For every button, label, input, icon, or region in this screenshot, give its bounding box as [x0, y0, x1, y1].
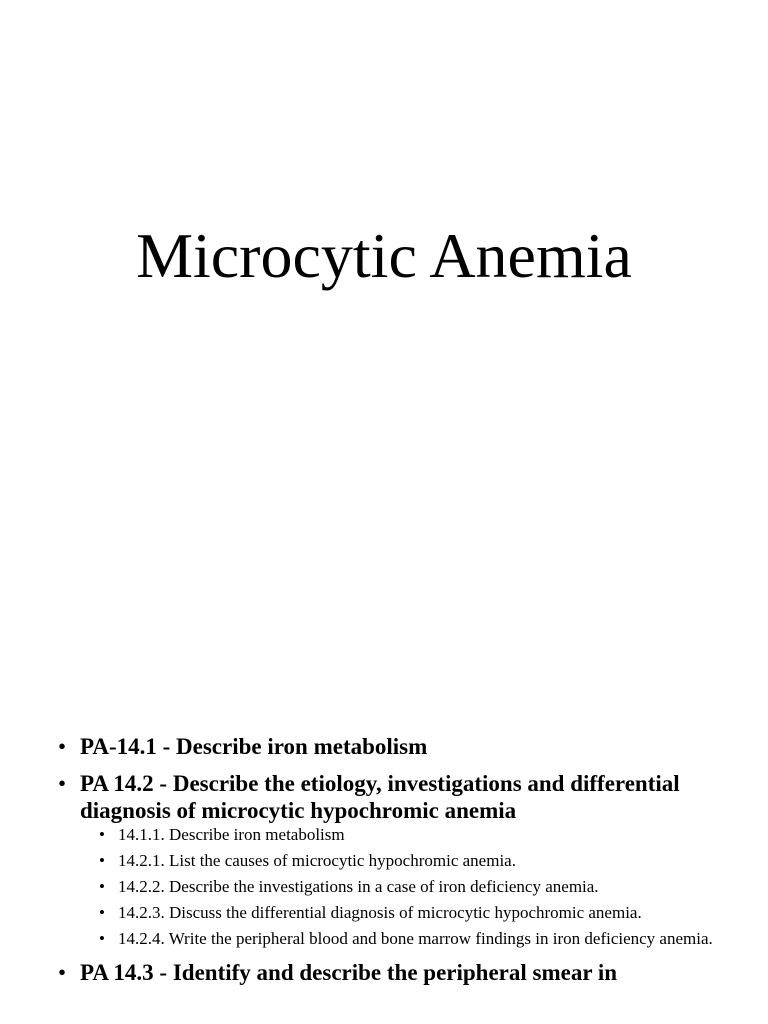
objectives-list — [56, 733, 756, 996]
objective-text: PA 14.2 - Describe the etiology, investigations and differential diagnosis of microcytic hypochromic anemia — [80, 771, 680, 823]
objective-item — [56, 959, 756, 986]
sub-objective-text: 14.2.4. Write the peripheral blood and bone marrow findings in iron deficiency anemia. — [118, 929, 713, 948]
sub-objectives-list — [80, 825, 756, 949]
slide-title: Microcytic Anemia — [136, 220, 632, 291]
sub-objective-text: 14.2.2. Describe the investigations in a case of iron deficiency anemia. — [118, 877, 599, 896]
sub-objective-item — [94, 825, 756, 845]
sub-objective-item — [94, 903, 756, 923]
sub-objective-item — [94, 929, 756, 949]
sub-objective-text: 14.2.3. Discuss the differential diagnosis of microcytic hypochromic anemia. — [118, 903, 642, 922]
sub-objective-text: 14.2.1. List the causes of microcytic hypochromic anemia. — [118, 851, 516, 870]
sub-objective-item — [94, 851, 756, 871]
sub-objective-text: 14.1.1. Describe iron metabolism — [118, 825, 345, 844]
sub-objective-item — [94, 877, 756, 897]
objective-item — [56, 770, 756, 949]
objective-text: PA-14.1 - Describe iron metabolism — [80, 734, 428, 759]
objective-item — [56, 733, 756, 760]
objective-text: PA 14.3 - Identify and describe the peripheral smear in — [80, 960, 618, 985]
